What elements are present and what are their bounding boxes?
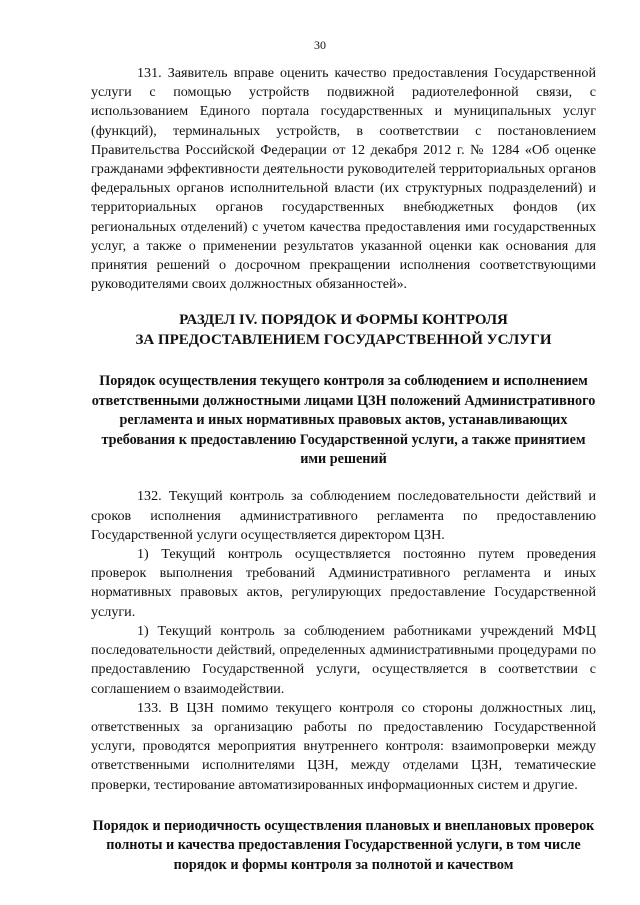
paragraph-132: 132. Текущий контроль за соблюдением последовательности действий и сроков исполнения административного регламента по предоставлению Государственной услуги осуществляется директором ЦЗН.	[91, 488, 596, 543]
section-heading-line1: РАЗДЕЛ IV. ПОРЯДОК И ФОРМЫ КОНТРОЛЯ	[179, 312, 508, 329]
paragraph-131: 131. Заявитель вправе оценить качество предоставления Государственной услуги с помощью устройств подвижной радиотелефонной связи, с использованием Единого портала государственных и муниципальных услуг (функций), терминальных устройств, в соответствии с постановлением Правительства Российской Федерации от 12 декабря 2012 г. № 1284 «Об оценке гражданами эффективности деятельности руководителей территориальных органов федеральных органов исполнительной власти (их структурных подразделений) и территориальных органов государственных внебюджетных фондов (их региональных отделений) с учетом качества предоставления ими государственных услуг, а также о применении результатов указанной оценки как основания для принятия решений о досрочном прекращении исполнения соответствующими руководителями своих должностных обязанностей».	[91, 65, 596, 293]
document-body	[91, 64, 596, 875]
paragraph-133: 133. В ЦЗН помимо текущего контроля со стороны должностных лиц, ответственных за организацию работы по предоставлению Государственной услуги, проводятся мероприятия внутреннего контроля: взаимопроверки между ответственными исполнителями ЦЗН, между отделами ЦЗН, тематические проверки, тестирование автоматизированных информационных систем и другие.	[91, 699, 596, 793]
paragraph-132-item-1b: 1) Текущий контроль за соблюдением работниками учреждений МФЦ последовательности действий, определенных административными процедурами по предоставлению Государственной услуги, осуществляется в соответствии с соглашением о взаимодействии.	[91, 622, 596, 697]
section-heading-line2: ЗА ПРЕДОСТАВЛЕНИЕМ ГОСУДАРСТВЕННОЙ УСЛУГИ	[135, 332, 552, 349]
paragraph-132-item-1: 1) Текущий контроль осуществляется постоянно путем проведения проверок выполнения требований Административного регламента и иных нормативных правовых актов, регулирующих предоставление Государственной услуги.	[91, 546, 596, 620]
subheading-current-control: Порядок осуществления текущего контроля за соблюдением и исполнением ответственными должностными лицами ЦЗН положений Административного регламента и иных нормативных правовых актов, устанавливающих требования к предоставлению Государственной услуги, а также принятием ими решений	[91, 373, 596, 468]
subheading-inspections: Порядок и периодичность осуществления плановых и внеплановых проверок полноты и качества предоставления Государственной услуги, в том числе порядок и формы контроля за полнотой и качеством	[92, 817, 595, 873]
section-heading	[91, 310, 596, 350]
page-number: 30	[314, 38, 326, 52]
